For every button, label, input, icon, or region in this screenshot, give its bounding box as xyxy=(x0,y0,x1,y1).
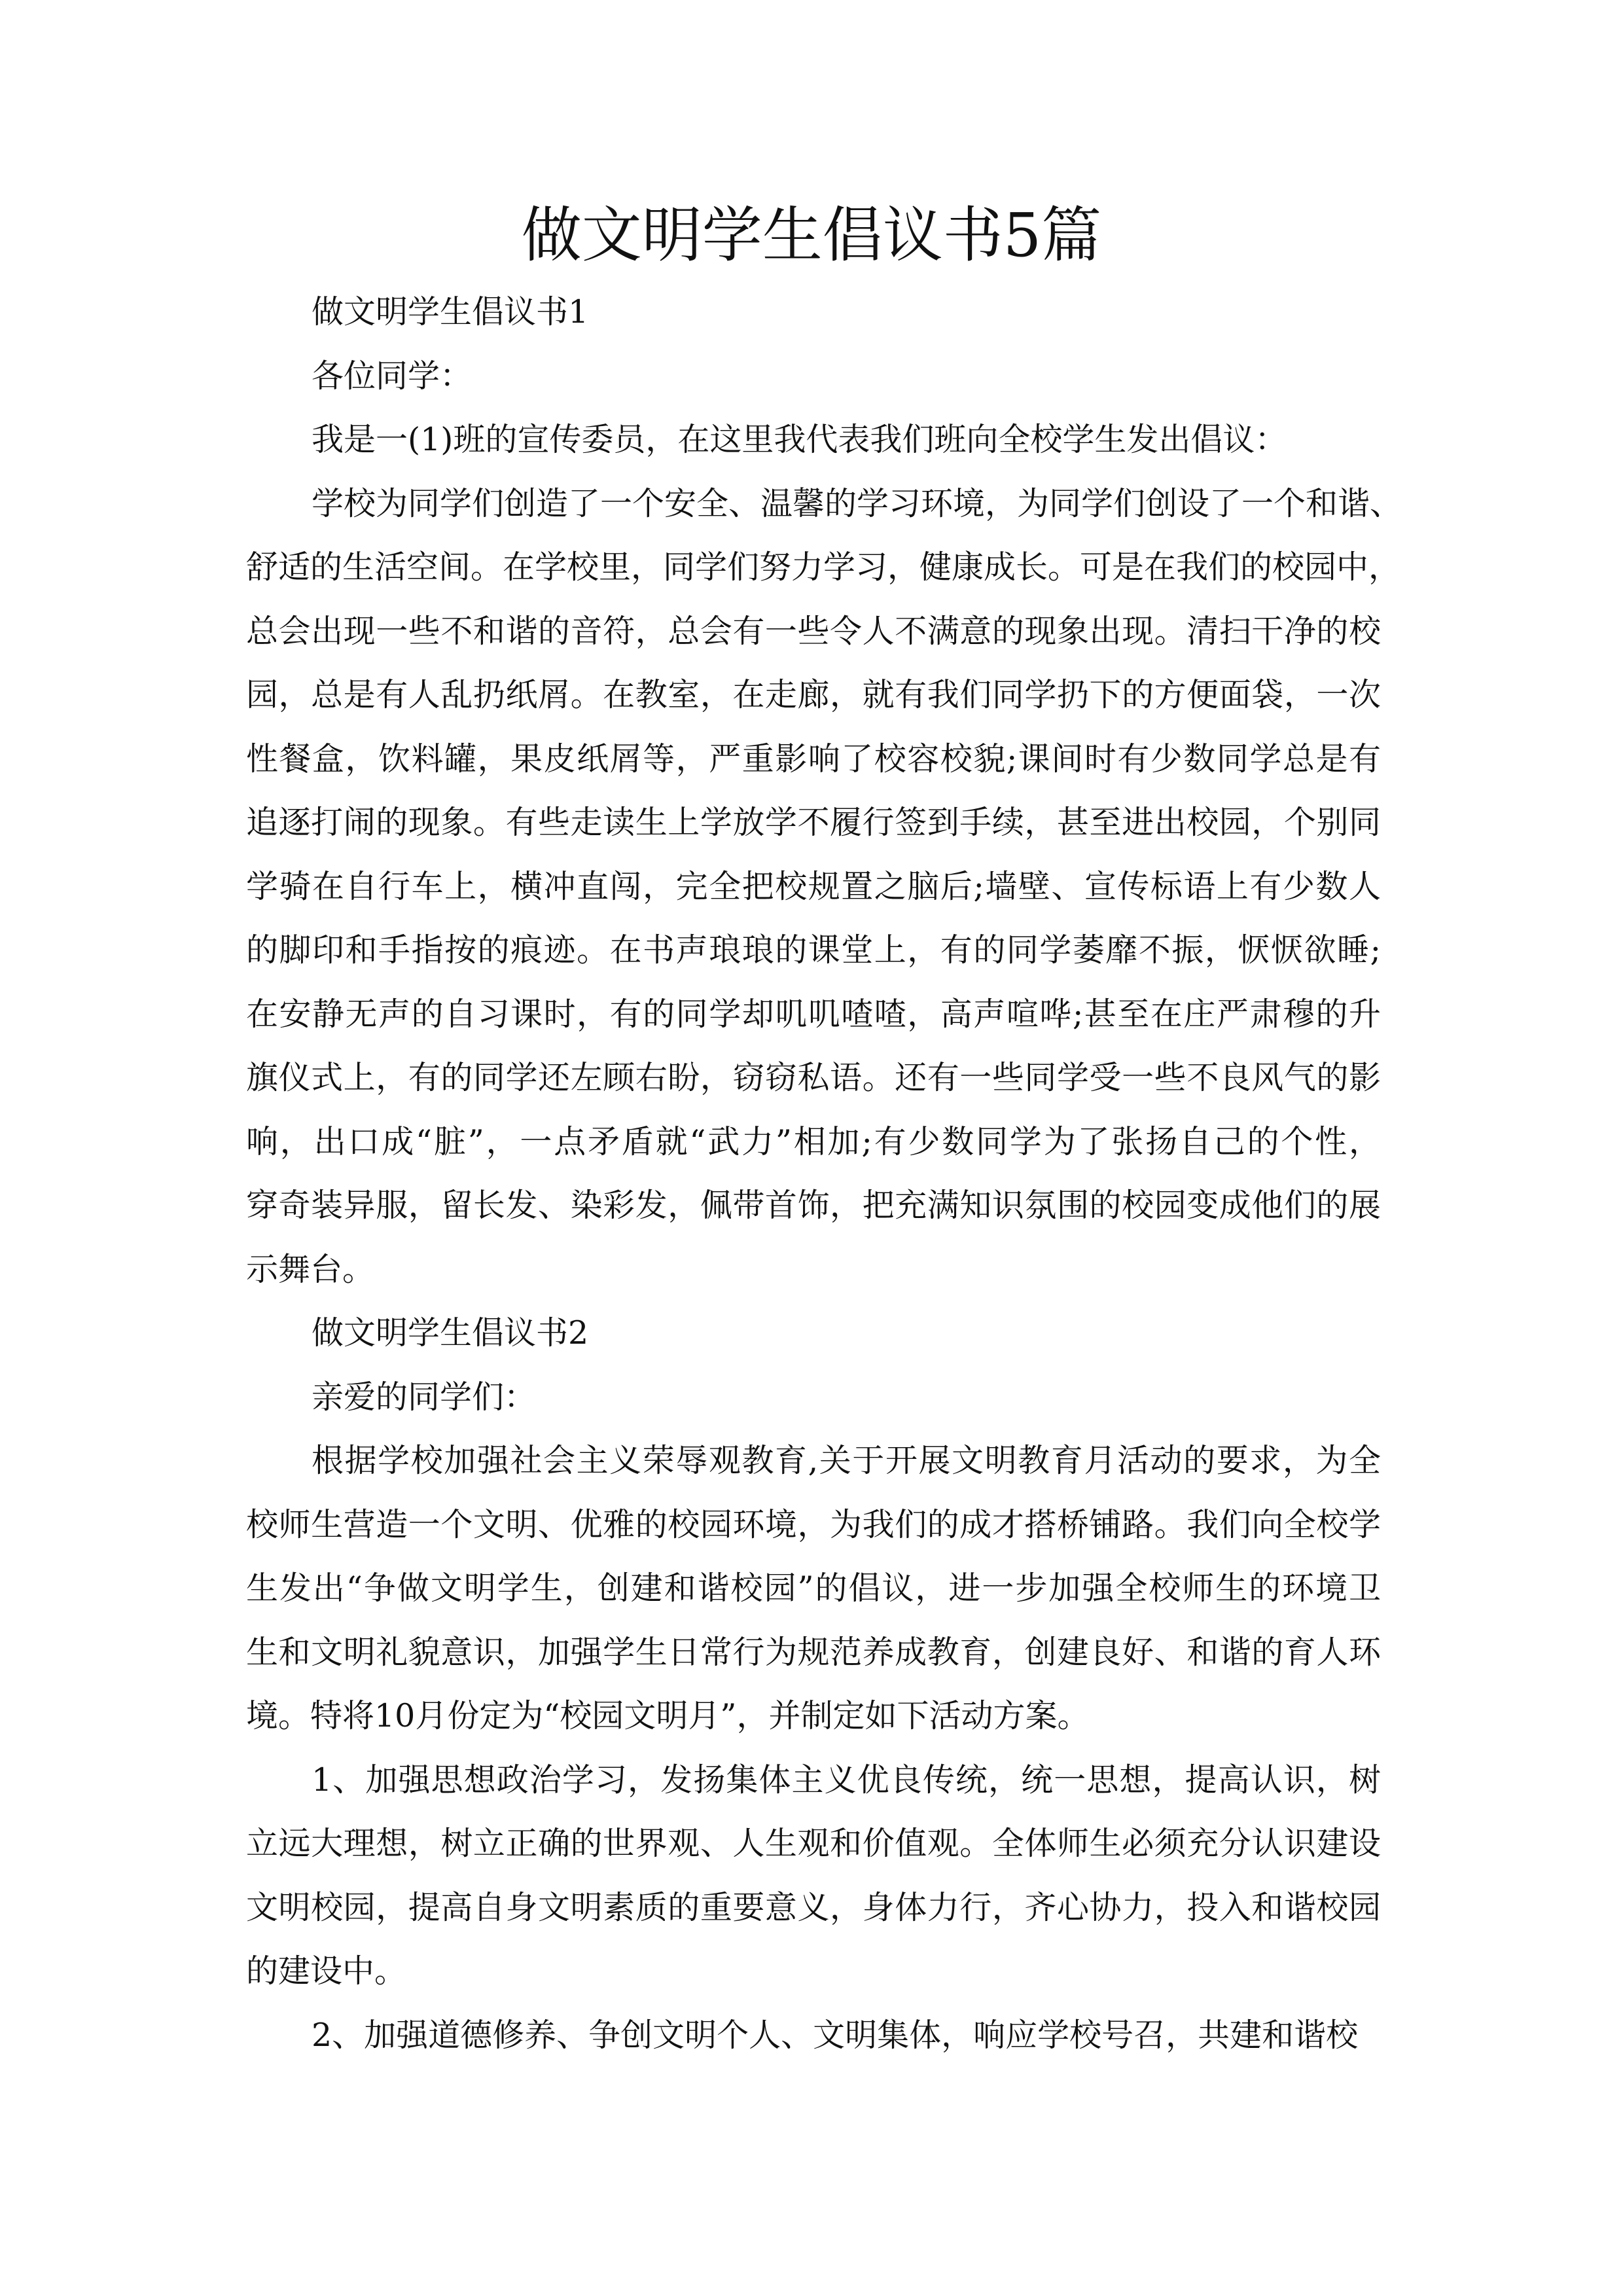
paragraph xyxy=(246,408,1381,472)
text-line: 穿奇装异服，留长发、染彩发，佩带首饰，把充满知识氛围的校园变成他们的展 xyxy=(246,1187,1381,1224)
text-line: 示舞台。 xyxy=(246,1250,375,1288)
text-line: 生发出“争做文明学生，创建和谐校园”的倡议，进一步加强全校师生的环境卫 xyxy=(246,1570,1381,1607)
text-line: 文明校园，提高自身文明素质的重要意义，身体力行，齐心协力，投入和谐校园 xyxy=(246,1888,1381,1926)
document-body xyxy=(246,280,1402,2067)
document-title: 做文明学生倡议书5篇 xyxy=(521,200,1102,270)
paragraph xyxy=(246,2003,1381,2068)
text-line: 总会出现一些不和谐的音符，总会有一些令人不满意的现象出现。清扫干净的校 xyxy=(246,612,1381,650)
text-line: 做文明学生倡议书1 xyxy=(312,293,589,331)
paragraph xyxy=(246,1429,1381,1748)
paragraph xyxy=(246,1365,1381,1429)
text-line: 立远大理想，树立正确的世界观、人生观和价值观。全体师生必须充分认识建设 xyxy=(246,1825,1381,1862)
text-line: 在安静无声的自习课时，有的同学却叽叽喳喳，高声喧哗;甚至在庄严肃穆的升 xyxy=(246,995,1381,1033)
text-line: 我是一(1)班的宣传委员，在这里我代表我们班向全校学生发出倡议： xyxy=(312,421,1287,458)
paragraph xyxy=(246,280,1381,344)
text-line: 学骑在自行车上，横冲直闯，完全把校规置之脑后;墙壁、宣传标语上有少数人 xyxy=(246,867,1381,905)
text-line: 做文明学生倡议书2 xyxy=(312,1314,589,1352)
text-line: 校师生营造一个文明、优雅的校园环境，为我们的成才搭桥铺路。我们向全校学 xyxy=(246,1505,1381,1543)
paragraph xyxy=(246,1301,1381,1365)
text-line: 的建设中。 xyxy=(246,1952,407,1990)
text-line: 旗仪式上，有的同学还左顾右盼，窃窃私语。还有一些同学受一些不良风气的影 xyxy=(246,1059,1381,1096)
text-line: 境。特将10月份定为“校园文明月”，并制定如下活动方案。 xyxy=(246,1697,1090,1734)
text-line: 响，出口成“脏”，一点矛盾就“武力”相加;有少数同学为了张扬自己的个性， xyxy=(246,1122,1381,1160)
text-line: 舒适的生活空间。在学校里，同学们努力学习，健康成长。可是在我们的校园中， xyxy=(246,548,1401,586)
text-line: 生和文明礼貌意识，加强学生日常行为规范养成教育，创建良好、和谐的育人环 xyxy=(246,1633,1381,1671)
text-line: 性餐盒，饮料罐，果皮纸屑等，严重影响了校容校貌;课间时有少数同学总是有 xyxy=(246,740,1381,778)
text-line: 亲爱的同学们： xyxy=(312,1378,537,1416)
text-line: 根据学校加强社会主义荣辱观教育,关于开展文明教育月活动的要求，为全 xyxy=(312,1442,1381,1479)
text-line: 1、加强思想政治学习，发扬集体主义优良传统，统一思想，提高认识，树 xyxy=(312,1761,1381,1799)
text-line: 2、加强道德修养、争创文明个人、文明集体，响应学校号召，共建和谐校 xyxy=(312,2016,1359,2054)
text-line: 追逐打闹的现象。有些走读生上学放学不履行签到手续，甚至进出校园，个别同 xyxy=(246,804,1381,841)
paragraph xyxy=(246,472,1402,1302)
text-line: 学校为同学们创造了一个安全、温馨的学习环境，为同学们创设了一个和谐、 xyxy=(312,484,1402,522)
text-line: 各位同学： xyxy=(312,357,473,395)
paragraph xyxy=(246,344,1381,408)
text-line: 园，总是有人乱扔纸屑。在教室，在走廊，就有我们同学扔下的方便面袋，一次 xyxy=(246,676,1381,713)
paragraph xyxy=(246,1748,1381,2003)
text-line: 的脚印和手指按的痕迹。在书声琅琅的课堂上，有的同学萎靡不振，恹恹欲睡; xyxy=(246,931,1381,969)
